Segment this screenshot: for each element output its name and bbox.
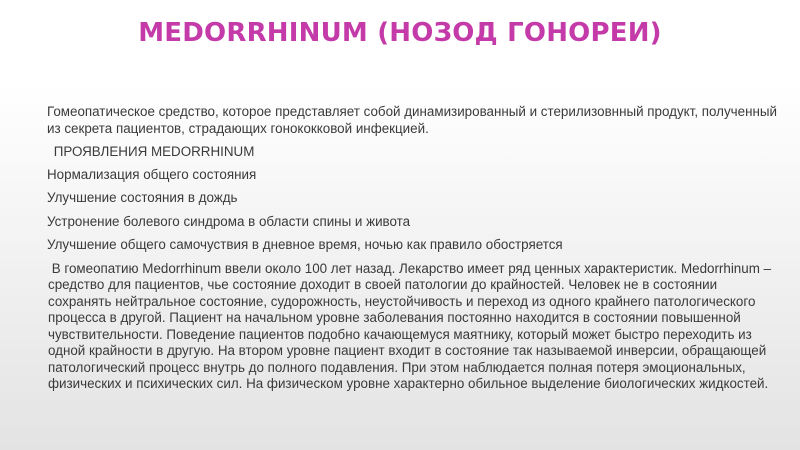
- list-item: Улучшение общего самочуствия в дневное время, ночью как правило обостряется: [47, 237, 563, 252]
- subheading: ПРОЯВЛЕНИЯ MEDORRHINUM: [50, 144, 255, 159]
- list-item: Устронение болевого синдрома в области спины и живота: [47, 213, 411, 229]
- description-paragraph: В гомеопатию Medorrhinum ввели около 100 лет назад. Лекарство имеет ряд ценных характеристик. Medorrhinum – средство для пациентов, чье состояние доходит в своей патологии до крайностей. Человек не в состоянии сохранять нейтральное состояние, судорожность, неустойчивость и переход из одного крайнего патологического процесса в другой. Пациент на начальном уровне заболевания постоянно находится в состоянии повышенной чувствительности. Поведение пациентов подобно качающемуся маятнику, который может быстро переходить из одной крайности в другую. На втором уровне пациент входит в состояние так называемой инверсии, обращающей патологический процесс внутрь до полного подавления. При этом наблюдается полная потеря эмоциональных, физических и психических сил. На физическом уровне характерно обильное выделение биологических жидкостей.: [48, 260, 775, 391]
- slide-title: MEDORRHINUM (НОЗОД ГОНОРЕИ): [138, 18, 662, 48]
- list-item: Улучшение состояния в дождь: [47, 190, 238, 205]
- list-item: Нормализация общего состояния: [47, 166, 257, 182]
- slide-body: [47, 104, 777, 393]
- intro-paragraph: Гомеопатическое средство, которое представляет собой динамизированный и стерилизовнный продукт, полученный из секрета пациентов, страдающих гонококковой инфекцией.: [47, 104, 777, 136]
